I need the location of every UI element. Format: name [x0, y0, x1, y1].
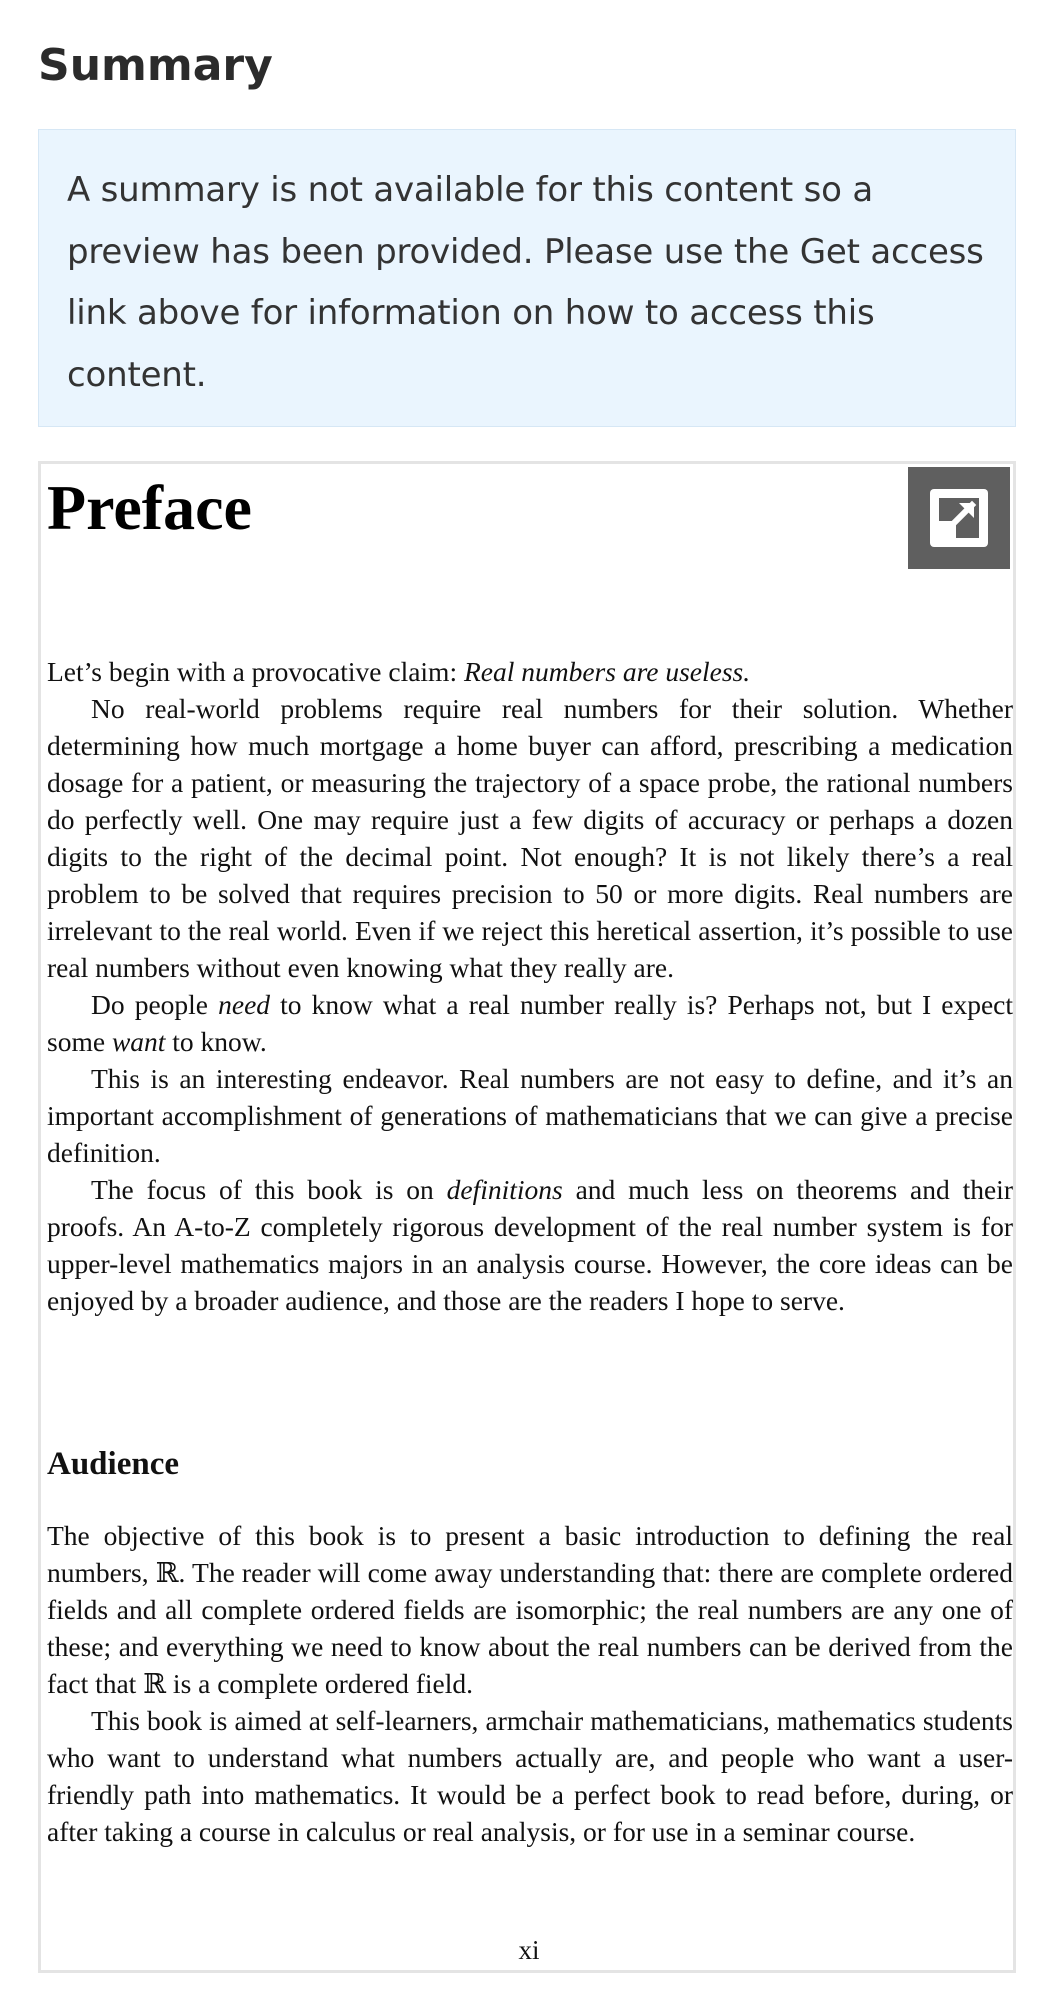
- expand-icon: [927, 486, 991, 550]
- expand-preview-button[interactable]: [908, 467, 1010, 569]
- page-title: Preface: [47, 472, 252, 543]
- p2-emphasis-need: need: [218, 989, 271, 1020]
- preface-body: [47, 653, 1013, 1319]
- summary-notice: [38, 129, 1016, 427]
- p2-text-e: to know.: [165, 1026, 267, 1057]
- intro-claim: Real numbers are useless.: [463, 656, 751, 687]
- audience-body: [47, 1517, 1013, 1850]
- p2-text-a: Do people: [91, 989, 219, 1020]
- summary-heading: Summary: [38, 40, 273, 91]
- paragraph-1: No real-world problems require real numbers for their solution. Whether determining how much mortgage a home buyer can afford, prescribing a medication dosage for a patient, or measuring the trajectory of a space probe, the rational numbers do perfectly well. One may require just a few digits of accuracy or perhaps a dozen digits to the right of the decimal point. Not enough? It is not likely there’s a real problem to be solved that requires precision to 50 or more digits. Real numbers are irrelevant to the real world. Even if we reject this heretical assertion, it’s possible to use real numbers without even knowing what they really are.: [47, 693, 1013, 983]
- p2-text-c: to know what a real number really is? Perhaps not, but I expect some: [47, 989, 1013, 1057]
- summary-notice-text: A summary is not available for this content so a preview has been provided. Please use the Get access link above for information on how to access this content.: [67, 170, 984, 395]
- intro-lead: Let’s begin with a provocative claim:: [47, 656, 464, 687]
- paragraph-3: This is an interesting endeavor. Real numbers are not easy to define, and it’s an important accomplishment of generations of mathematicians that we can give a precise definition.: [47, 1063, 1013, 1168]
- intro-paragraph: [47, 653, 1013, 690]
- audience-paragraph-1: The objective of this book is to present a basic introduction to defining the real numbers, ℝ. The reader will come away understanding that: there are complete ordered fields and all complete ordered fields are isomorphic; the real numbers are any one of these; and everything we need to know about the real numbers can be derived from the fact that ℝ is a complete ordered field.: [47, 1520, 1013, 1699]
- p2-emphasis-want: want: [111, 1026, 166, 1057]
- p4-text-c: and much less on theorems and their proofs. An A-to-Z completely rigorous development of the real number system is for upper-level mathematics majors in an analysis course. However, the core ideas can be enjoyed by a broader audience, and those are the readers I hope to serve.: [47, 1174, 1013, 1316]
- p4-emphasis-definitions: definitions: [446, 1174, 563, 1205]
- paragraph-4: [47, 1171, 1013, 1319]
- audience-paragraph-2: This book is aimed at self-learners, armchair mathematicians, mathematics students who want to understand what numbers actually are, and people who want a user-friendly path into mathematics. It would be a perfect book to read before, during, or after taking a course in calculus or real analysis, or for use in a seminar course.: [47, 1705, 1013, 1847]
- p4-text-a: The focus of this book is on: [91, 1174, 447, 1205]
- paragraph-2: [47, 986, 1013, 1060]
- audience-heading: Audience: [47, 1446, 179, 1482]
- content-preview: [38, 461, 1016, 1973]
- page-number: xi: [518, 1935, 540, 1965]
